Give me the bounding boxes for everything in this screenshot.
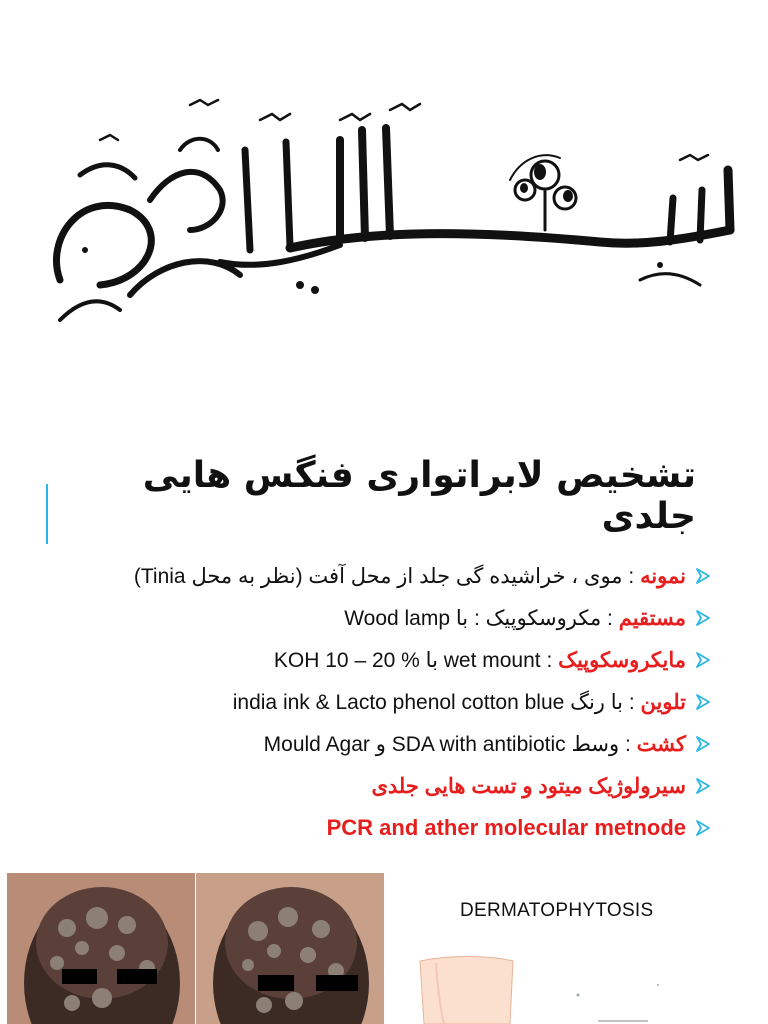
bullet-microscopic — [30, 639, 710, 681]
bullet-value: سیرولوژیک میتود و تست هایی جلدی — [371, 774, 686, 798]
bullet-value: : با رنگ india ink & Lacto phenol cotton blue — [232, 690, 641, 714]
bullet-key: مستقیم — [618, 606, 686, 630]
arrow-bullet-icon — [696, 819, 710, 837]
dermatophytosis-illustration — [418, 955, 718, 1024]
bullet-key: کشت — [636, 732, 686, 756]
slide-title: تشخیص لابراتواری فنگس هایی جلدی — [142, 455, 696, 537]
bullet-culture — [30, 723, 710, 765]
bullet-key: مایکروسکوپیک — [558, 648, 686, 672]
patient-photo-front — [7, 873, 195, 1024]
arrow-bullet-icon — [696, 735, 710, 753]
bismillah-calligraphy — [40, 80, 740, 330]
bullet-staining — [30, 681, 710, 723]
accent-line — [46, 484, 48, 544]
bullet-list — [30, 555, 710, 849]
bullet-value: : مکروسکوپیک : با Wood lamp — [344, 606, 619, 630]
arrow-bullet-icon — [696, 777, 710, 795]
bullet-value: : موی ، خراشیده گی جلد از محل آفت (نظر به محل Tinia) — [133, 564, 641, 588]
bullet-sample — [30, 555, 710, 597]
arrow-bullet-icon — [696, 693, 710, 711]
bullet-key: تلوین — [640, 690, 686, 714]
arrow-bullet-icon — [696, 567, 710, 585]
bullet-value: : wet mount با % 20 – KOH 10 — [273, 648, 559, 672]
arrow-bullet-icon — [696, 651, 710, 669]
bullet-pcr — [30, 807, 710, 849]
patient-photo-side — [196, 873, 384, 1024]
figure-title: DERMATOPHYTOSIS — [460, 900, 654, 921]
bullet-serology — [30, 765, 710, 807]
bullet-value: : وسط SDA with antibiotic و Mould Agar — [263, 732, 637, 756]
arrow-bullet-icon — [696, 609, 710, 627]
bullet-key: نمونه — [640, 564, 686, 588]
bullet-direct — [30, 597, 710, 639]
bullet-value: PCR and ather molecular metnode — [326, 815, 686, 840]
